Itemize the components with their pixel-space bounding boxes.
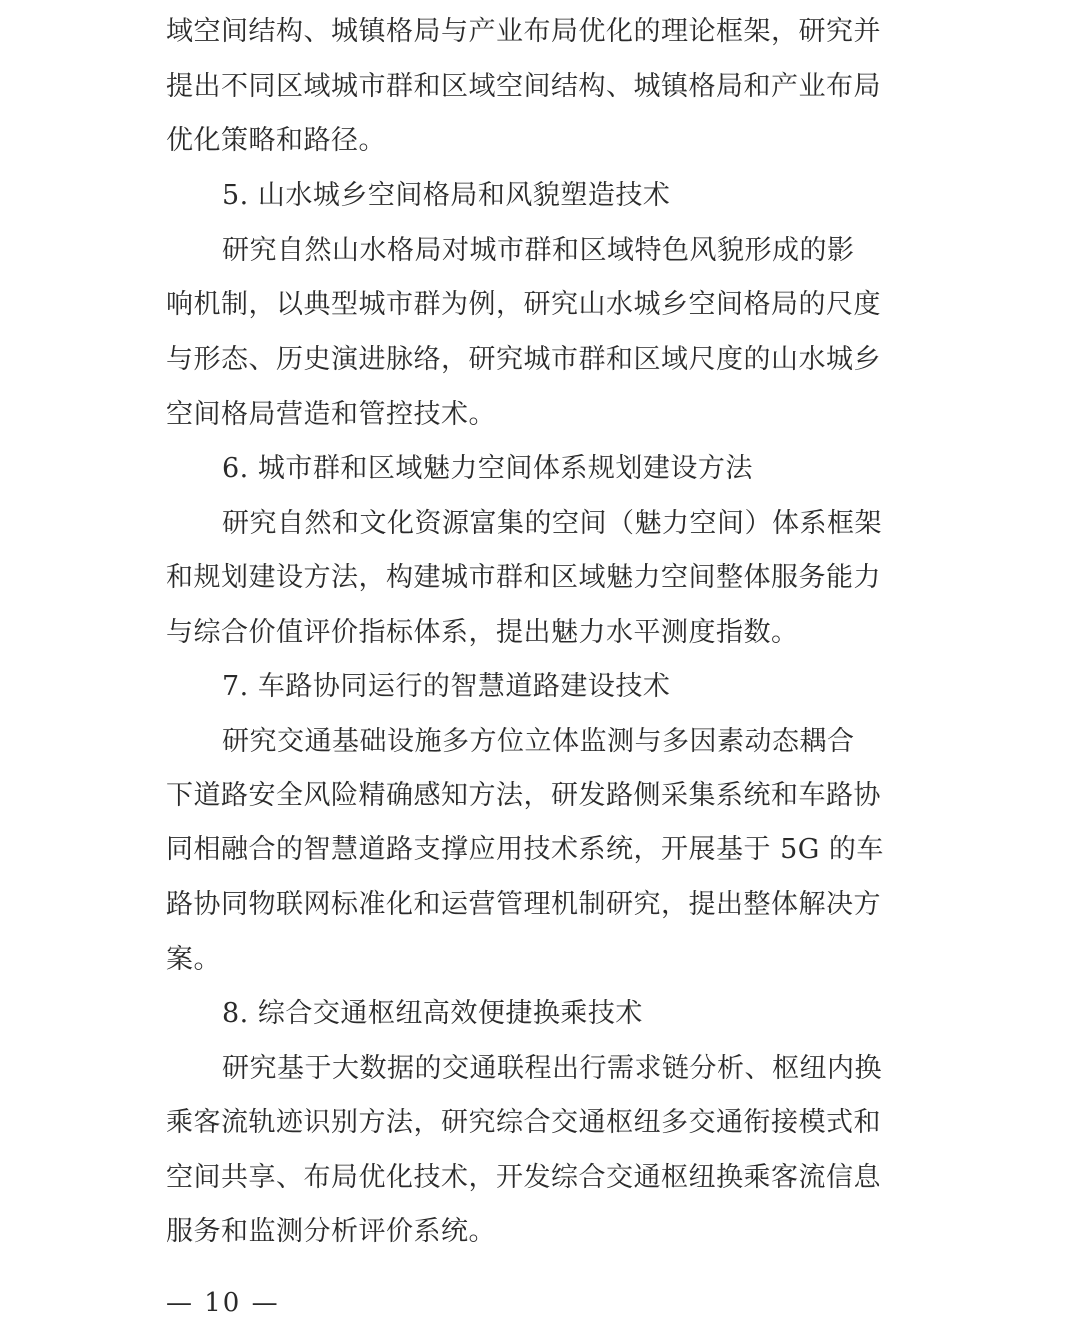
body-text-line: 优化策略和路径。	[166, 125, 386, 156]
body-text-line: 路协同物联网标准化和运营管理机制研究，提出整体解决方	[166, 889, 881, 920]
body-text-line: 服务和监测分析评价系统。	[166, 1216, 496, 1247]
body-text-line: 空间共享、布局优化技术，开发综合交通枢纽换乘客流信息	[166, 1162, 881, 1193]
section-heading-8: 8. 综合交通枢纽高效便捷换乘技术	[222, 998, 643, 1029]
body-text-line: 响机制，以典型城市群为例，研究山水城乡空间格局的尺度	[166, 289, 881, 320]
section-heading-7: 7. 车路协同运行的智慧道路建设技术	[222, 671, 671, 702]
body-text-line: 研究自然山水格局对城市群和区域特色风貌形成的影	[222, 235, 855, 266]
page-number: — 10 —	[166, 1288, 280, 1318]
section-heading-5: 5. 山水城乡空间格局和风貌塑造技术	[222, 180, 671, 211]
body-text-line: 研究交通基础设施多方位立体监测与多因素动态耦合	[222, 726, 855, 757]
body-text-line: 研究基于大数据的交通联程出行需求链分析、枢纽内换	[222, 1053, 882, 1084]
body-text-line: 研究自然和文化资源富集的空间（魅力空间）体系框架	[222, 508, 882, 539]
body-text-line: 与综合价值评价指标体系，提出魅力水平测度指数。	[166, 617, 799, 648]
body-text-line: 和规划建设方法，构建城市群和区域魅力空间整体服务能力	[166, 562, 881, 593]
section-heading-6: 6. 城市群和区域魅力空间体系规划建设方法	[222, 453, 753, 484]
body-text-line: 乘客流轨迹识别方法，研究综合交通枢纽多交通衔接模式和	[166, 1107, 881, 1138]
body-text-line: 域空间结构、城镇格局与产业布局优化的理论框架，研究并	[166, 16, 881, 47]
body-text-line: 提出不同区域城市群和区域空间结构、城镇格局和产业布局	[166, 71, 881, 102]
body-text-line: 同相融合的智慧道路支撑应用技术系统，开展基于 5G 的车	[166, 834, 884, 865]
body-text-line: 空间格局营造和管控技术。	[166, 399, 496, 430]
body-text-line: 与形态、历史演进脉络，研究城市群和区域尺度的山水城乡	[166, 344, 881, 375]
body-text-line: 下道路安全风险精确感知方法，研发路侧采集系统和车路协	[166, 780, 881, 811]
body-text-line: 案。	[166, 944, 221, 975]
